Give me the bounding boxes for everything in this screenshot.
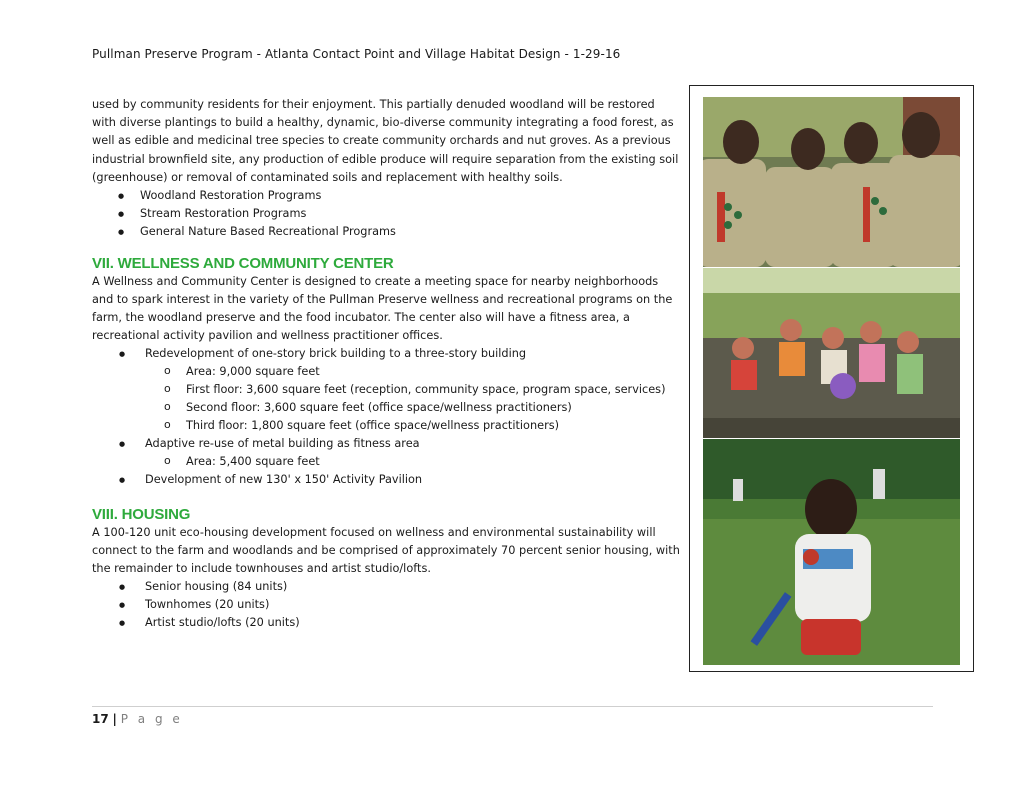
sub-list-item: o Area: 5,400 square feet <box>92 453 680 471</box>
intro-paragraph: used by community residents for their enjoyment. This partially denuded woodland will be restored with diverse plantings to build a healthy, dynamic, bio-diverse community integrating a food forest, as well as edible and medicinal tree species to create community orchards and nut groves. As a previous industrial brownfield site, any production of edible produce will require separation from the existing soil (greenhouse) or removal of contaminated soils and replacement with healthy soils. <box>92 98 679 184</box>
photo-collage-frame <box>689 85 974 672</box>
list-item: ● Redevelopment of one-story brick building to a three-story building <box>92 345 680 363</box>
page-number: 17 <box>92 712 109 726</box>
housing-paragraph: A 100-120 unit eco-housing development focused on wellness and environmental sustainability will connect to the farm and woodlands and be comprised of approximately 70 percent senior housing, with the remainder to include townhouses and artist studio/lofts. <box>92 525 680 575</box>
list-item: ● Development of new 130' x 150' Activity Pavilion <box>92 471 680 489</box>
list-item: ● Stream Restoration Programs <box>92 205 680 223</box>
sub-list-item: o Second floor: 3,600 square feet (office space/wellness practitioners) <box>92 399 680 417</box>
list-item: ● Artist studio/lofts (20 units) <box>92 614 680 632</box>
page-header: Pullman Preserve Program - Atlanta Contact Point and Village Habitat Design - 1-29-16 <box>92 47 621 61</box>
footer-divider <box>92 706 933 707</box>
sub-list-item: o Third floor: 1,800 square feet (office space/wellness practitioners) <box>92 417 680 435</box>
wellness-bullet-list <box>92 345 680 489</box>
scouts-photo <box>703 97 960 267</box>
main-content <box>92 96 680 632</box>
intro-bullet-list <box>92 187 680 242</box>
housing-bullet-list <box>92 578 680 632</box>
list-item: ● Woodland Restoration Programs <box>92 187 680 205</box>
section-heading-housing: VIII. HOUSING <box>92 505 191 523</box>
page-footer <box>92 712 183 726</box>
sub-list-item: o First floor: 3,600 square feet (reception, community space, program space, services) <box>92 381 680 399</box>
section-heading-wellness: VII. WELLNESS AND COMMUNITY CENTER <box>92 254 394 272</box>
wellness-section <box>92 255 680 489</box>
list-item: ● Senior housing (84 units) <box>92 578 680 596</box>
boy-running-photo <box>703 439 960 665</box>
housing-section <box>92 506 680 632</box>
page-label: P a g e <box>120 712 183 726</box>
footer-separator: | <box>112 712 117 726</box>
list-item: ● Adaptive re-use of metal building as fitness area <box>92 435 680 453</box>
sub-list-item: o Area: 9,000 square feet <box>92 363 680 381</box>
list-item: ● Townhomes (20 units) <box>92 596 680 614</box>
children-photo <box>703 268 960 438</box>
wellness-paragraph: A Wellness and Community Center is designed to create a meeting space for nearby neighborhoods and to spark interest in the variety of the Pullman Preserve wellness and recreational programs on the farm, the woodland preserve and the food incubator. The center also will have a fitness area, a recreational activity pavilion and wellness practitioner offices. <box>92 274 673 342</box>
list-item: ● General Nature Based Recreational Programs <box>92 223 680 241</box>
